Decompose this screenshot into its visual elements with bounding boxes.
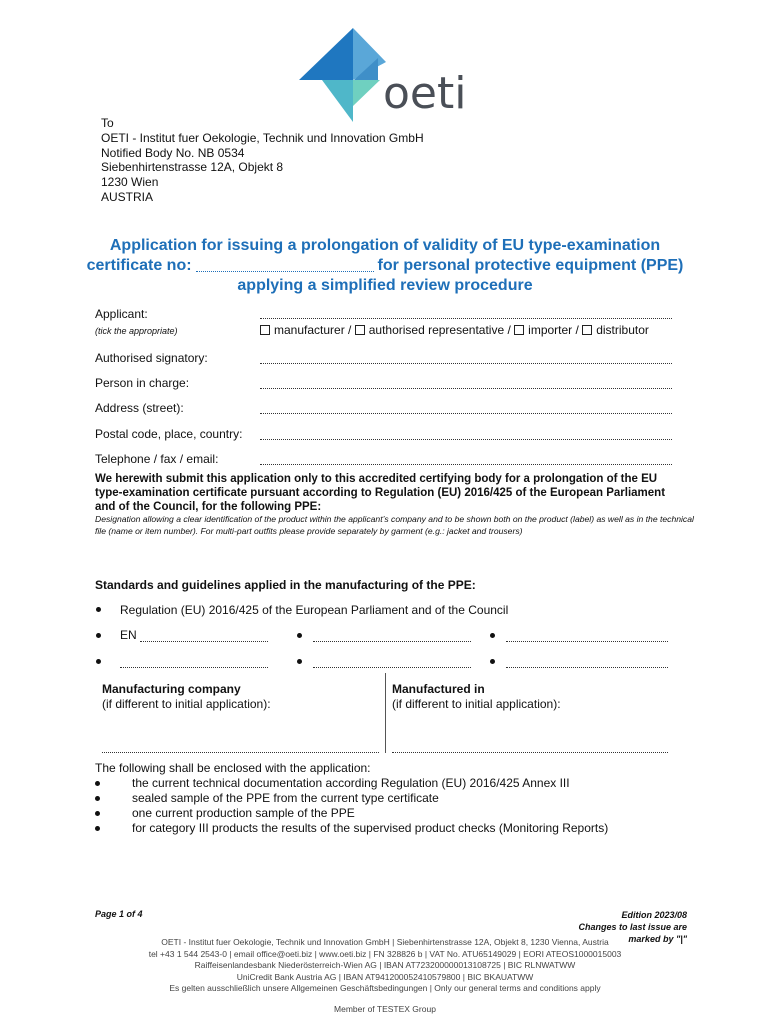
bullet-icon (490, 633, 495, 638)
authorised-representative-option: authorised representative / (368, 323, 511, 337)
importer-checkbox[interactable] (514, 325, 524, 335)
manufactured-in-title: Manufactured in (392, 682, 485, 696)
enclosure-text: one current production sample of the PPE (132, 806, 355, 820)
bullet-icon (95, 796, 100, 801)
standard-field[interactable] (313, 640, 471, 642)
person-in-charge-field[interactable] (260, 387, 672, 389)
enclosures-section (95, 761, 608, 836)
bullet-icon (95, 826, 100, 831)
address-line: 1230 Wien (101, 175, 159, 190)
title-line-2 (40, 256, 730, 276)
standard-field[interactable] (140, 640, 268, 642)
bullet-icon (95, 811, 100, 816)
certificate-number-field[interactable] (196, 259, 374, 272)
manufactured-in-field[interactable] (392, 751, 668, 753)
enclosure-text: the current technical documentation according Regulation (EU) 2016/425 Annex III (132, 776, 570, 790)
authorised-signatory-label: Authorised signatory: (95, 351, 208, 365)
bullet-icon (96, 607, 101, 612)
enclosure-item (95, 791, 608, 806)
enclosures-heading: The following shall be enclosed with the application: (95, 761, 371, 775)
intro-paragraph: We herewith submit this application only to this accredited certifying body for a prolongation of the EU type-examination certificate pursuant according to Regulation (EU) 2016/425 of the European Parliament and of the Council, for the following PPE: (95, 473, 666, 513)
distributor-checkbox[interactable] (582, 325, 592, 335)
manufacturer-option: manufacturer / (274, 323, 352, 337)
regulation-item: Regulation (EU) 2016/425 of the European Parliament and of the Council (120, 603, 509, 617)
standards-heading: Standards and guidelines applied in the manufacturing of the PPE: (95, 578, 476, 592)
column-divider (385, 673, 386, 753)
standard-field[interactable] (506, 666, 668, 668)
postal-code-label: Postal code, place, country: (95, 427, 243, 441)
applicant-role-options (260, 323, 649, 337)
address-street-label: Address (street): (95, 401, 184, 415)
authorised-signatory-field[interactable] (260, 362, 672, 364)
address-street-field[interactable] (260, 412, 672, 414)
bullet-icon (297, 633, 302, 638)
member-of-group: Member of TESTEX Group (334, 1004, 436, 1014)
footer-line: Es gelten ausschließlich unsere Allgemeinen Geschäftsbedingungen | Only our general terms and conditions apply (169, 983, 601, 993)
manufacturing-company-title: Manufacturing company (102, 682, 241, 696)
standard-field[interactable] (120, 666, 268, 668)
authorised-representative-checkbox[interactable] (355, 325, 365, 335)
footer-line: OETI - Institut fuer Oekologie, Technik und Innovation GmbH | Siebenhirtenstrasse 12A, Objekt 8, 1230 Vienna, Austria (161, 937, 609, 947)
footer-line: UniCredit Bank Austria AG | IBAN AT941200052410579800 | BIC BKAUATWW (236, 971, 534, 982)
standard-field[interactable] (313, 666, 471, 668)
standard-field[interactable] (506, 640, 668, 642)
en-prefix: EN (120, 628, 137, 642)
bullet-icon (95, 781, 100, 786)
enclosure-item (95, 821, 608, 836)
footer-line: Raiffeisenlandesbank Niederösterreich-Wien AG | IBAN AT723200000013108725 | BIC RLNWATWW (194, 960, 576, 970)
document-title (40, 236, 730, 296)
enclosure-item (95, 806, 608, 821)
manufacturing-company-note: (if different to initial application): (102, 697, 271, 711)
address-line: AUSTRIA (101, 189, 154, 204)
title-line-1: Application for issuing a prolongation of validity of EU type-examination (109, 237, 661, 254)
page-number: Page 1 of 4 (95, 909, 143, 919)
footer-line: tel +43 1 544 2543-0 | email office@oeti.biz | www.oeti.biz | FN 328826 b | VAT No. ATU65149029 | EORI ATEOS1000015003 (148, 948, 622, 959)
title-ppe-label: for personal protective equipment (PPE) (377, 257, 684, 274)
title-certificate-label: certificate no: (86, 257, 192, 274)
tick-note: (tick the appropriate) (95, 326, 178, 336)
address-line: Siebenhirtenstrasse 12A, Objekt 8 (101, 160, 284, 175)
address-line: To (101, 116, 114, 130)
address-line: OETI - Institut fuer Oekologie, Technik und Innovation GmbH (101, 130, 424, 145)
title-line-3: applying a simplified review procedure (237, 277, 533, 294)
edition: Edition 2023/08 (621, 910, 687, 920)
bullet-icon (96, 659, 101, 664)
bullet-icon (297, 659, 302, 664)
importer-option: importer / (528, 323, 579, 337)
telephone-field[interactable] (260, 463, 672, 465)
manufactured-in-note: (if different to initial application): (392, 697, 561, 711)
applicant-label: Applicant: (95, 307, 148, 321)
telephone-label: Telephone / fax / email: (95, 452, 219, 466)
recipient-address (101, 116, 424, 205)
changes-note: Changes to last issue are marked by "|" (578, 922, 687, 944)
svg-text:oeti: oeti (383, 68, 467, 119)
postal-code-field[interactable] (260, 438, 672, 440)
enclosure-text: for category III products the results of the supervised product checks (Monitoring Reports) (132, 821, 609, 835)
enclosure-text: sealed sample of the PPE from the current type certificate (132, 791, 439, 805)
manufacturing-company-field[interactable] (102, 751, 379, 753)
address-line: Notified Body No. NB 0534 (101, 145, 245, 160)
distributor-option: distributor (596, 323, 649, 337)
applicant-field[interactable] (260, 317, 672, 319)
person-in-charge-label: Person in charge: (95, 376, 190, 390)
company-footer (60, 937, 710, 995)
designation-note: Designation allowing a clear identification of the product within the applicant’s company and to be shown both on the product (label) as well as in the technical file (name or item number). For multi-part outfits please provide separately by garment (e.g.: jacket and trousers) (95, 514, 694, 536)
manufacturer-checkbox[interactable] (260, 325, 270, 335)
bullet-icon (96, 633, 101, 638)
bullet-icon (490, 659, 495, 664)
oeti-logo (298, 28, 473, 124)
enclosure-item (95, 776, 608, 791)
